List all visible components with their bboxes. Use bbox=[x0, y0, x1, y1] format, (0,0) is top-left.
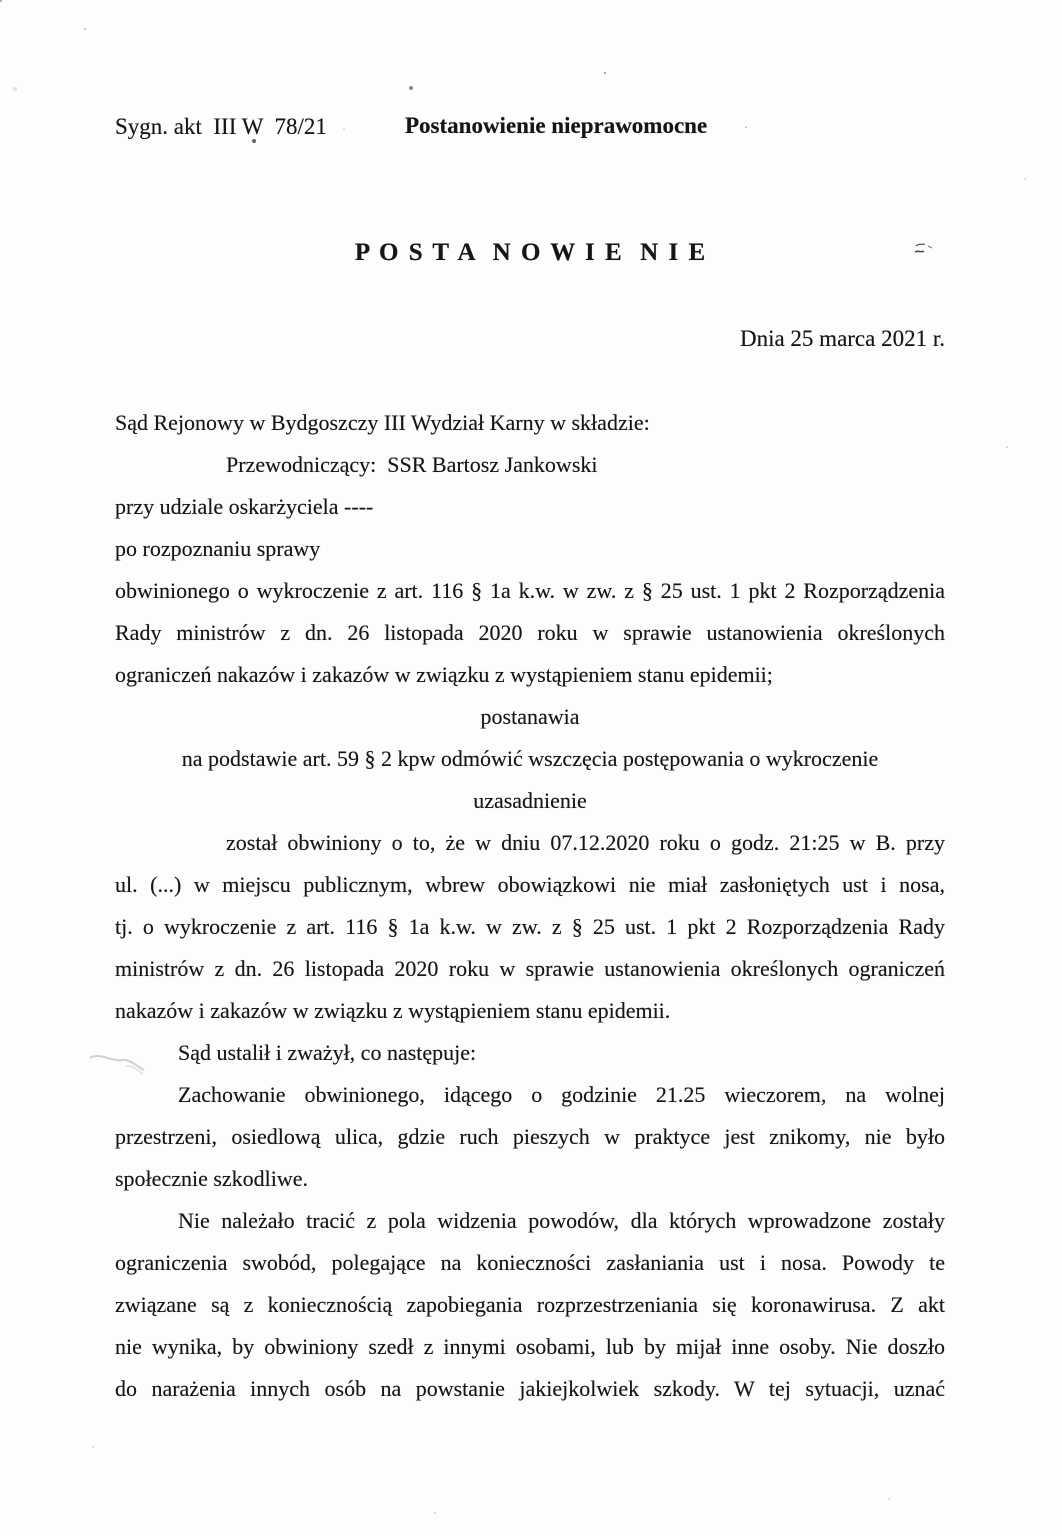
text-line: Przewodniczący: SSR Bartosz Jankowski bbox=[226, 452, 598, 477]
text-line: Nie należało tracić z pola widzenia powodów, dla których wprowadzone zostały bbox=[178, 1208, 945, 1233]
text-line: nakazów i zakazów w związku z wystąpieniem stanu epidemii. bbox=[115, 998, 671, 1023]
text-line: ograniczenia swobód, polegające na konieczności zasłaniania ust i nosa. Powody te bbox=[115, 1250, 945, 1275]
document-body bbox=[115, 402, 945, 1410]
text-line: na podstawie art. 59 § 2 kpw odmówić wszczęcia postępowania o wykroczenie bbox=[181, 746, 879, 771]
text-line: Zachowanie obwinionego, idącego o godzinie 21.25 wieczorem, na wolnej bbox=[178, 1082, 945, 1107]
document-title: P O S T A N O W I E N I E bbox=[354, 239, 708, 266]
text-line: postanawia bbox=[480, 704, 580, 729]
ink-smudge-mark bbox=[912, 240, 942, 267]
text-line: społecznie szkodliwe. bbox=[115, 1166, 309, 1191]
text-line: obwinionego o wykroczenie z art. 116 § 1a k.w. w zw. z § 25 ust. 1 pkt 2 Rozporządzenia bbox=[115, 578, 945, 603]
text-line: Sąd ustalił i zważył, co następuje: bbox=[178, 1040, 477, 1065]
text-line: do narażenia innych osób na powstanie jakiejkolwiek szkody. W tej sytuacji, uznać bbox=[115, 1376, 945, 1401]
text-line: związane są z koniecznością zapobiegania rozprzestrzeniania się koronawirusa. Z akt bbox=[115, 1292, 945, 1317]
text-line: ul. (...) w miejscu publicznym, wbrew obowiązkowi nie miał zasłoniętych ust i nosa, bbox=[115, 872, 945, 897]
case-number: Sygn. akt III W 78/21 bbox=[115, 114, 327, 139]
decision-status-header: Postanowienie nieprawomocne bbox=[405, 113, 708, 138]
text-line: ograniczeń nakazów i zakazów w związku z wystąpieniem stanu epidemii; bbox=[115, 662, 773, 687]
text-line: został obwiniony o to, że w dniu 07.12.2020 roku o godz. 21:25 w B. przy bbox=[226, 830, 945, 855]
text-line: Sąd Rejonowy w Bydgoszczy III Wydział Karny w składzie: bbox=[115, 410, 650, 435]
text-line: przy udziale oskarżyciela ---- bbox=[115, 494, 374, 519]
pencil-squiggle-mark bbox=[86, 1050, 148, 1085]
date-line: Dnia 25 marca 2021 r. bbox=[739, 326, 945, 351]
text-line: tj. o wykroczenie z art. 116 § 1a k.w. w zw. z § 25 ust. 1 pkt 2 Rozporządzenia Rady bbox=[115, 914, 945, 939]
text-line: nie wynika, by obwiniony szedł z innymi osobami, lub by mijał inne osoby. Nie doszło bbox=[115, 1334, 945, 1359]
text-line: uzasadnienie bbox=[473, 788, 587, 813]
text-line: przestrzeni, osiedlową ulica, gdzie ruch pieszych w praktyce jest znikomy, nie było bbox=[115, 1124, 945, 1149]
text-line: po rozpoznaniu sprawy bbox=[115, 536, 321, 561]
text-line: ministrów z dn. 26 listopada 2020 roku w sprawie ustanowienia określonych ograniczeń bbox=[115, 956, 945, 981]
scan-noise-speckles bbox=[0, 0, 2, 2]
text-line: Rady ministrów z dn. 26 listopada 2020 roku w sprawie ustanowienia określonych bbox=[115, 620, 945, 645]
